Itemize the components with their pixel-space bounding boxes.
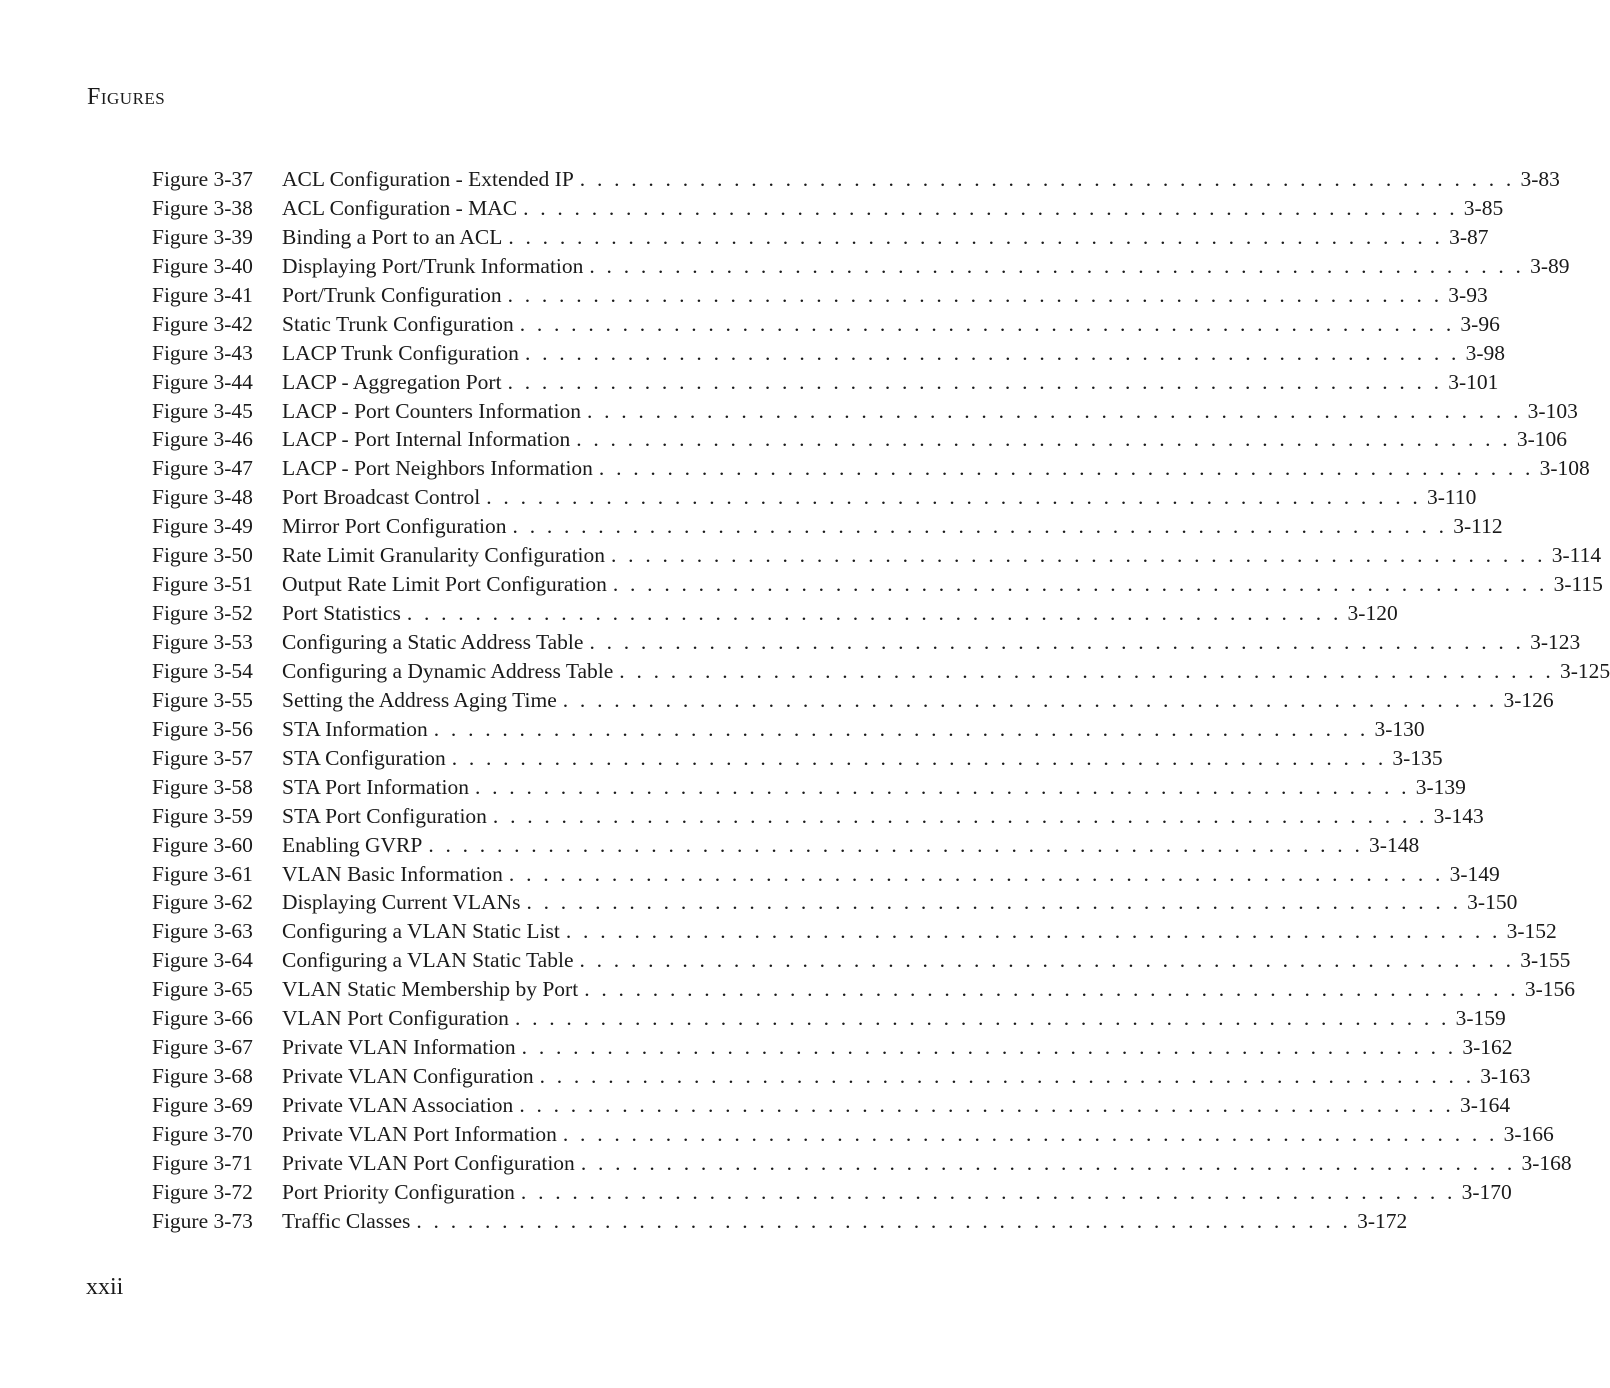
page-reference: 3-149 [1449,861,1500,886]
dot-leader: . . . . . . . . . . . . . . . . . . . . . . . . . . . . . . . . . . . . . . . . . . . . . . . . . . . . . . . [507,369,1443,394]
figure-entry [152,572,1603,601]
figure-title: Enabling GVRP [282,832,423,857]
figure-number: Figure 3-66 [152,1006,253,1031]
figure-title: Port/Trunk Configuration [282,282,502,307]
dot-leader: . . . . . . . . . . . . . . . . . . . . . . . . . . . . . . . . . . . . . . . . . . . . . . . . . . . . . . . [451,745,1387,770]
dot-leader: . . . . . . . . . . . . . . . . . . . . . . . . . . . . . . . . . . . . . . . . . . . . . . . . . . . . . . . [589,253,1525,278]
figure-entry [152,167,1560,196]
figure-title: Mirror Port Configuration [282,514,507,539]
figure-title: Port Priority Configuration [282,1179,515,1204]
page-reference: 3-126 [1503,687,1554,712]
figure-entry [152,1006,1506,1035]
page-reference: 3-96 [1460,311,1500,336]
page-reference: 3-114 [1551,543,1602,568]
figure-entry [152,282,1488,312]
figure-entry [152,427,1568,456]
figure-number: Figure 3-58 [152,774,253,799]
figure-entry [152,601,1398,630]
figure-number: Figure 3-38 [152,195,253,220]
figure-title: Private VLAN Configuration [282,1064,534,1089]
figure-title: LACP - Port Internal Information [282,427,571,452]
figure-number: Figure 3-43 [152,340,253,365]
page-reference: 3-164 [1460,1093,1511,1117]
page-reference: 3-163 [1480,1064,1531,1089]
page-reference: 3-170 [1461,1179,1512,1204]
dot-leader: . . . . . . . . . . . . . . . . . . . . . . . . . . . . . . . . . . . . . . . . . . . . . . . . . . . . . . . [586,398,1522,423]
figure-title: Displaying Port/Trunk Information [282,253,584,278]
dot-leader: . . . . . . . . . . . . . . . . . . . . . . . . . . . . . . . . . . . . . . . . . . . . . . . . . . . . . . . [507,282,1443,307]
figure-title: LACP - Port Counters Information [282,398,581,423]
figure-entry [152,456,1590,485]
figure-number: Figure 3-49 [152,514,253,539]
dot-leader: . . . . . . . . . . . . . . . . . . . . . . . . . . . . . . . . . . . . . . . . . . . . . . . . . . . . . . . [576,427,1511,452]
figure-title: STA Port Information [282,774,469,799]
figure-entry [152,774,1466,804]
figure-entry [152,803,1484,833]
page-reference: 3-110 [1426,485,1477,510]
dot-leader: . . . . . . . . . . . . . . . . . . . . . . . . . . . . . . . . . . . . . . . . . . . . . . . . . . . . . . . [486,485,1421,510]
figure-entry [152,919,1557,948]
figure-entry [152,716,1425,746]
dot-leader: . . . . . . . . . . . . . . . . . . . . . . . . . . . . . . . . . . . . . . . . . . . . . . . . . . . . . . . [492,803,1428,828]
page-reference: 3-159 [1455,1006,1506,1031]
figure-title: VLAN Static Membership by Port [282,977,579,1002]
figure-list [152,167,1610,1238]
page-reference: 3-166 [1503,1121,1554,1146]
figure-number: Figure 3-62 [152,890,253,915]
dot-leader: . . . . . . . . . . . . . . . . . . . . . . . . . . . . . . . . . . . . . . . . . . . . . . . . . . . . . . . [524,340,1460,365]
page-reference: 3-139 [1415,774,1466,799]
figure-entry [152,514,1503,543]
figure-title: STA Information [282,716,428,741]
figure-entry [152,1035,1513,1064]
figure-title: Configuring a Dynamic Address Table [282,658,614,683]
figure-entry [152,658,1610,688]
figure-entry [152,398,1578,428]
figure-title: Port Broadcast Control [282,485,481,510]
page-reference: 3-108 [1539,456,1590,481]
dot-leader: . . . . . . . . . . . . . . . . . . . . . . . . . . . . . . . . . . . . . . . . . . . . . . . . . . . . . . . [519,1093,1454,1117]
dot-leader: . . . . . . . . . . . . . . . . . . . . . . . . . . . . . . . . . . . . . . . . . . . . . . . . . . . . . . . [508,861,1444,886]
dot-leader: . . . . . . . . . . . . . . . . . . . . . . . . . . . . . . . . . . . . . . . . . . . . . . . . . . . . . . . [611,543,1546,568]
page-reference: 3-103 [1527,398,1578,423]
page-reference: 3-83 [1520,167,1560,191]
page-reference: 3-150 [1467,890,1518,915]
figure-number: Figure 3-52 [152,601,253,626]
figure-title: Port Statistics [282,601,401,626]
figure-number: Figure 3-51 [152,572,253,597]
page-reference: 3-112 [1453,514,1503,539]
dot-leader: . . . . . . . . . . . . . . . . . . . . . . . . . . . . . . . . . . . . . . . . . . . . . . . . . . . . . . . [526,890,1462,915]
figure-title: Configuring a Static Address Table [282,630,584,654]
dot-leader: . . . . . . . . . . . . . . . . . . . . . . . . . . . . . . . . . . . . . . . . . . . . . . . . . . . . . . . [562,687,1498,712]
dot-leader: . . . . . . . . . . . . . . . . . . . . . . . . . . . . . . . . . . . . . . . . . . . . . . . . . . . . . . . [514,1006,1450,1031]
figure-title: Binding a Port to an ACL [282,224,503,249]
figure-number: Figure 3-53 [152,630,253,654]
figure-title: Displaying Current VLANs [282,890,521,915]
figure-entry [152,369,1499,399]
dot-leader: . . . . . . . . . . . . . . . . . . . . . . . . . . . . . . . . . . . . . . . . . . . . . . . . . . . . . . . [598,456,1534,481]
figure-title: Output Rate Limit Port Configuration [282,572,607,597]
figure-title: LACP Trunk Configuration [282,340,519,365]
dot-leader: . . . . . . . . . . . . . . . . . . . . . . . . . . . . . . . . . . . . . . . . . . . . . . . . . . . . . . . [519,311,1455,336]
figure-entry [152,948,1571,977]
page-reference: 3-93 [1448,282,1488,307]
figure-entry [152,861,1500,891]
figure-entry [152,543,1602,572]
figure-number: Figure 3-55 [152,687,253,712]
dot-leader: . . . . . . . . . . . . . . . . . . . . . . . . . . . . . . . . . . . . . . . . . . . . . . . . . . . . . . . [562,1121,1498,1146]
figure-title: Rate Limit Granularity Configuration [282,543,606,568]
figure-number: Figure 3-65 [152,977,253,1002]
page-number: xxii [86,1274,124,1300]
page-reference: 3-172 [1357,1208,1408,1233]
figure-number: Figure 3-70 [152,1121,253,1146]
figure-entry [152,630,1581,659]
figure-entry [152,485,1477,514]
dot-leader: . . . . . . . . . . . . . . . . . . . . . . . . . . . . . . . . . . . . . . . . . . . . . . . . . . . . . . . [619,658,1554,683]
page-reference: 3-85 [1463,195,1504,220]
page-reference: 3-101 [1448,369,1499,394]
figure-number: Figure 3-56 [152,716,253,741]
figure-number: Figure 3-59 [152,803,253,828]
figure-entry [152,224,1489,254]
figure-number: Figure 3-71 [152,1150,253,1175]
dot-leader: . . . . . . . . . . . . . . . . . . . . . . . . . . . . . . . . . . . . . . . . . . . . . . . . . . . . . . . [508,224,1444,249]
figure-number: Figure 3-64 [152,948,253,973]
figure-entry [152,687,1554,717]
dot-leader: . . . . . . . . . . . . . . . . . . . . . . . . . . . . . . . . . . . . . . . . . . . . . . . . . . . . . . . [521,1035,1457,1060]
dot-leader: . . . . . . . . . . . . . . . . . . . . . . . . . . . . . . . . . . . . . . . . . . . . . . . . . . . . . . . [520,1179,1456,1204]
figure-title: VLAN Port Configuration [282,1006,509,1031]
figure-number: Figure 3-61 [152,861,253,886]
page-reference: 3-106 [1516,427,1568,452]
figure-entry [152,832,1420,862]
figure-number: Figure 3-68 [152,1064,253,1089]
figure-title: ACL Configuration - MAC [282,195,518,220]
dot-leader: . . . . . . . . . . . . . . . . . . . . . . . . . . . . . . . . . . . . . . . . . . . . . . . . . . . . . . . [475,774,1410,799]
figure-entry [152,253,1570,283]
dot-leader: . . . . . . . . . . . . . . . . . . . . . . . . . . . . . . . . . . . . . . . . . . . . . . . . . . . . . . . [406,601,1342,626]
figure-title: Private VLAN Port Configuration [282,1150,575,1175]
page-reference: 3-162 [1462,1035,1513,1060]
figure-entry [152,890,1518,919]
page-reference: 3-120 [1347,601,1398,626]
figure-entry [152,1121,1554,1151]
figure-title: LACP - Aggregation Port [282,369,502,394]
figure-entry [152,195,1504,225]
figure-entry [152,1208,1408,1238]
dot-leader: . . . . . . . . . . . . . . . . . . . . . . . . . . . . . . . . . . . . . . . . . . . . . . . . . . . . . . . [512,514,1448,539]
page-reference: 3-143 [1433,803,1484,828]
figure-number: Figure 3-48 [152,485,253,510]
dot-leader: . . . . . . . . . . . . . . . . . . . . . . . . . . . . . . . . . . . . . . . . . . . . . . . . . . . . . . . [580,1150,1516,1175]
figure-title: ACL Configuration - Extended IP [282,167,574,191]
page-reference: 3-125 [1559,658,1610,683]
figure-number: Figure 3-73 [152,1208,253,1233]
dot-leader: . . . . . . . . . . . . . . . . . . . . . . . . . . . . . . . . . . . . . . . . . . . . . . . . . . . . . . . [579,167,1515,191]
figure-number: Figure 3-54 [152,658,253,683]
figure-title: STA Configuration [282,745,446,770]
page-reference: 3-115 [1553,572,1603,597]
dot-leader: . . . . . . . . . . . . . . . . . . . . . . . . . . . . . . . . . . . . . . . . . . . . . . . . . . . . . . . [433,716,1369,741]
page-reference: 3-156 [1524,977,1576,1002]
figure-number: Figure 3-72 [152,1179,253,1204]
running-header: Figures [87,84,166,110]
figure-number: Figure 3-46 [152,427,253,452]
figure-title: Private VLAN Port Information [282,1121,557,1146]
figure-number: Figure 3-44 [152,369,253,394]
figure-number: Figure 3-50 [152,543,253,568]
figure-entry [152,1179,1512,1209]
figure-title: LACP - Port Neighbors Information [282,456,593,481]
figure-title: STA Port Configuration [282,803,487,828]
page-reference: 3-148 [1369,832,1420,857]
page-reference: 3-98 [1465,340,1506,365]
figure-number: Figure 3-42 [152,311,253,336]
figure-title: Private VLAN Association [282,1093,514,1117]
figure-title: VLAN Basic Information [282,861,503,886]
dot-leader: . . . . . . . . . . . . . . . . . . . . . . . . . . . . . . . . . . . . . . . . . . . . . . . . . . . . . . . [416,1208,1352,1233]
figure-number: Figure 3-37 [152,167,253,191]
dot-leader: . . . . . . . . . . . . . . . . . . . . . . . . . . . . . . . . . . . . . . . . . . . . . . . . . . . . . . . [612,572,1548,597]
dot-leader: . . . . . . . . . . . . . . . . . . . . . . . . . . . . . . . . . . . . . . . . . . . . . . . . . . . . . . . [579,948,1515,973]
figure-number: Figure 3-39 [152,224,253,249]
dot-leader: . . . . . . . . . . . . . . . . . . . . . . . . . . . . . . . . . . . . . . . . . . . . . . . . . . . . . . . [523,195,1458,220]
figure-title: Configuring a VLAN Static List [282,919,560,944]
figure-entry [152,977,1576,1006]
figure-title: Setting the Address Aging Time [282,687,557,712]
figure-entry [152,745,1443,775]
dot-leader: . . . . . . . . . . . . . . . . . . . . . . . . . . . . . . . . . . . . . . . . . . . . . . . . . . . . . . . [589,630,1525,654]
figure-entry [152,1150,1572,1180]
page-reference: 3-123 [1530,630,1581,654]
figure-number: Figure 3-40 [152,253,253,278]
page-reference: 3-168 [1521,1150,1572,1175]
dot-leader: . . . . . . . . . . . . . . . . . . . . . . . . . . . . . . . . . . . . . . . . . . . . . . . . . . . . . . . [565,919,1501,944]
figure-number: Figure 3-69 [152,1093,253,1117]
dot-leader: . . . . . . . . . . . . . . . . . . . . . . . . . . . . . . . . . . . . . . . . . . . . . . . . . . . . . . . [584,977,1519,1002]
figure-entry [152,311,1500,341]
figure-title: Configuring a VLAN Static Table [282,948,574,973]
dot-leader: . . . . . . . . . . . . . . . . . . . . . . . . . . . . . . . . . . . . . . . . . . . . . . . . . . . . . . . [539,1064,1475,1089]
figure-entry [152,1093,1511,1122]
figure-number: Figure 3-45 [152,398,253,423]
figure-entry [152,1064,1531,1093]
figure-title: Static Trunk Configuration [282,311,514,336]
page-reference: 3-152 [1506,919,1557,944]
page-reference: 3-155 [1520,948,1571,973]
page-reference: 3-87 [1449,224,1489,249]
figure-number: Figure 3-63 [152,919,253,944]
page-reference: 3-89 [1530,253,1570,278]
page-reference: 3-135 [1392,745,1443,770]
figure-number: Figure 3-47 [152,456,253,481]
dot-leader: . . . . . . . . . . . . . . . . . . . . . . . . . . . . . . . . . . . . . . . . . . . . . . . . . . . . . . . [428,832,1364,857]
figure-entry [152,340,1506,370]
figure-title: Private VLAN Information [282,1035,516,1060]
figure-number: Figure 3-60 [152,832,253,857]
figure-number: Figure 3-57 [152,745,253,770]
page-reference: 3-130 [1374,716,1425,741]
figure-number: Figure 3-41 [152,282,253,307]
figure-title: Traffic Classes [282,1208,411,1233]
figure-number: Figure 3-67 [152,1035,253,1060]
